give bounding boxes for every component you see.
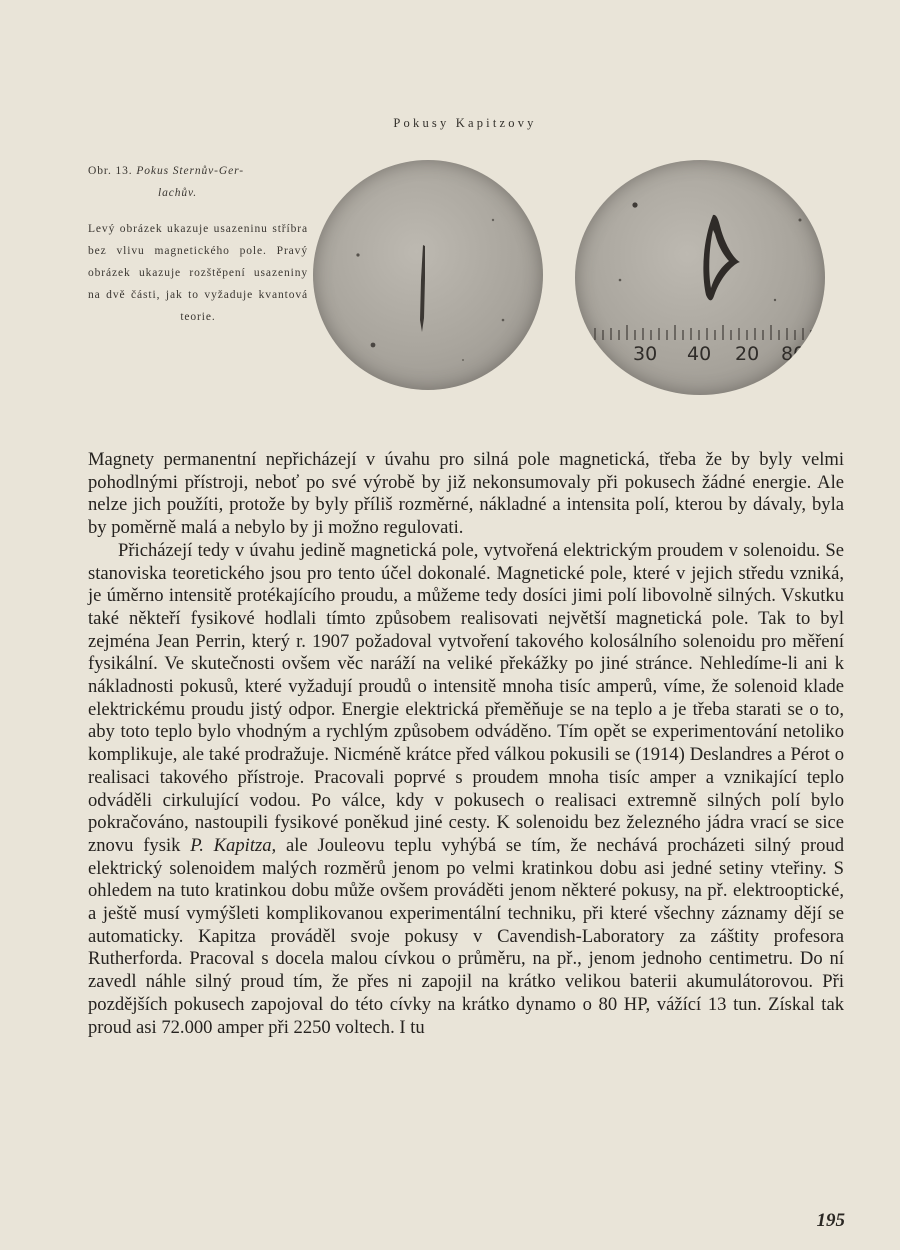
figure-caption (88, 160, 308, 328)
figure-title (88, 160, 308, 204)
page-number: 195 (816, 1210, 845, 1231)
paragraph-text: ale Jouleovu teplu vyhýbá se tím, že nechává procházeti silný proud elektrický solenoidem malých rozměrů jenom po velmi kratinkou dobu asi jedné setiny vteřiny. S ohledem na tuto kratinkou dobu může ovšem prováděti jenom některé pokusy, na př. elektrooptické, a ještě musí vymýšleti komplikovanou experimentální techniku, při které všechny záznamy dějí se automaticky. Kapitza prováděl svoje pokusy v Cavendish-Laboratory za záštity profesora Rutherforda. Pracoval s docela malou cívkou o průměru, na př., jenom jednoho centimetru. Do ní zavedl náhle silný proud tím, že přes ni zapojil na krátko velikou baterii akumulátorovou. Při pozdějších pokusech zapojoval do této cívky na krátko dynamo o 80 HP, vážící 13 tun. Získal tak proud asi 72.000 amper při 2250 voltech. I tu (88, 834, 844, 1038)
scale-label: 20 (735, 343, 760, 365)
person-name: P. Kapitza, (190, 834, 277, 856)
figure-label: Obr. 13. (88, 165, 133, 177)
photo-deposit-split (575, 160, 825, 395)
figure-description: Levý obrázek ukazuje usazeninu stříbra bez vlivu magnetického pole. Pravý obrázek ukazuje rozštěpení usazeniny na dvě části, jak to vyžaduje kvantová teorie. (88, 223, 308, 323)
body-text (88, 449, 844, 1039)
figure-title-part2: lachův. (158, 187, 197, 199)
scale-label: 30 (633, 343, 658, 365)
scale-label: 40 (687, 343, 712, 365)
photo-deposit-without-field (313, 160, 543, 390)
figure-title-part1: Pokus Sternův-Ger- (136, 165, 244, 177)
paragraph (88, 540, 844, 1039)
deposit-line-graphic (313, 160, 543, 390)
scale-label: 80 (781, 343, 806, 365)
running-head: Pokusy Kapitzovy (393, 116, 537, 130)
paragraph: Magnety permanentní nepřicházejí v úvahu pro silná pole magnetická, třeba že by byly velmi pohodlnými přístroji, neboť po své výrobě by již nekonsumovaly při pokusech žádné energie. Ale nelze jich použíti, protože by byly příliš rozměrné, nákladné a intensita polí, kterou by dávaly, byla by poměrně malá a nebylo by ji možno regulovati. (88, 449, 844, 539)
paragraph-text: Přicházejí tedy v úvahu jedině magnetická pole, vytvořená elektrickým proudem v solenoidu. Se stanoviska teoretického jsou pro tento účel dokonalé. Magnetické pole, které v jejich středu vzniká, je úměrno intensitě protékajícího proudu, a můžeme tedy dosíci jimi polí libovolně silných. Vskutku také někteří fysikové hodlali tímto způsobem realisovati největší magnetická pole. Tak to byl zejména Jean Perrin, který r. 1907 požadoval vytvoření takového kolosálního solenoidu pro měření fysikální. Ve skutečnosti ovšem věc naráží na veliké překážky po jiné stránce. Nehledíme-li ani k nákladnosti pokusů, které vyžadují proudů o intensitě mnoha tisíc amperů, víme, že solenoid klade elektrickému proudu jistý odpor. Energie elektrická přeměňuje se na teplo a je třeba starati se o to, aby toto teplo bylo vhodným a rychlým způsobem odváděno. Tím opět se experimentování netoliko komplikuje, ale také prodražuje. Nicméně krátce před válkou pokusili se (1914) Deslandres a Pérot o realisaci takového přístroje. Pracovali poprvé s proudem mnoha tisíc amper a vznikající teplo odváděli cirkulující vodou. Po válce, kdy v pokusech o realisaci extremně silných polí bylo pokračováno, nastoupili fysikové poněkud jiné cesty. K solenoidu bez železného jádra vrací se sice znovu fysik (88, 539, 844, 856)
